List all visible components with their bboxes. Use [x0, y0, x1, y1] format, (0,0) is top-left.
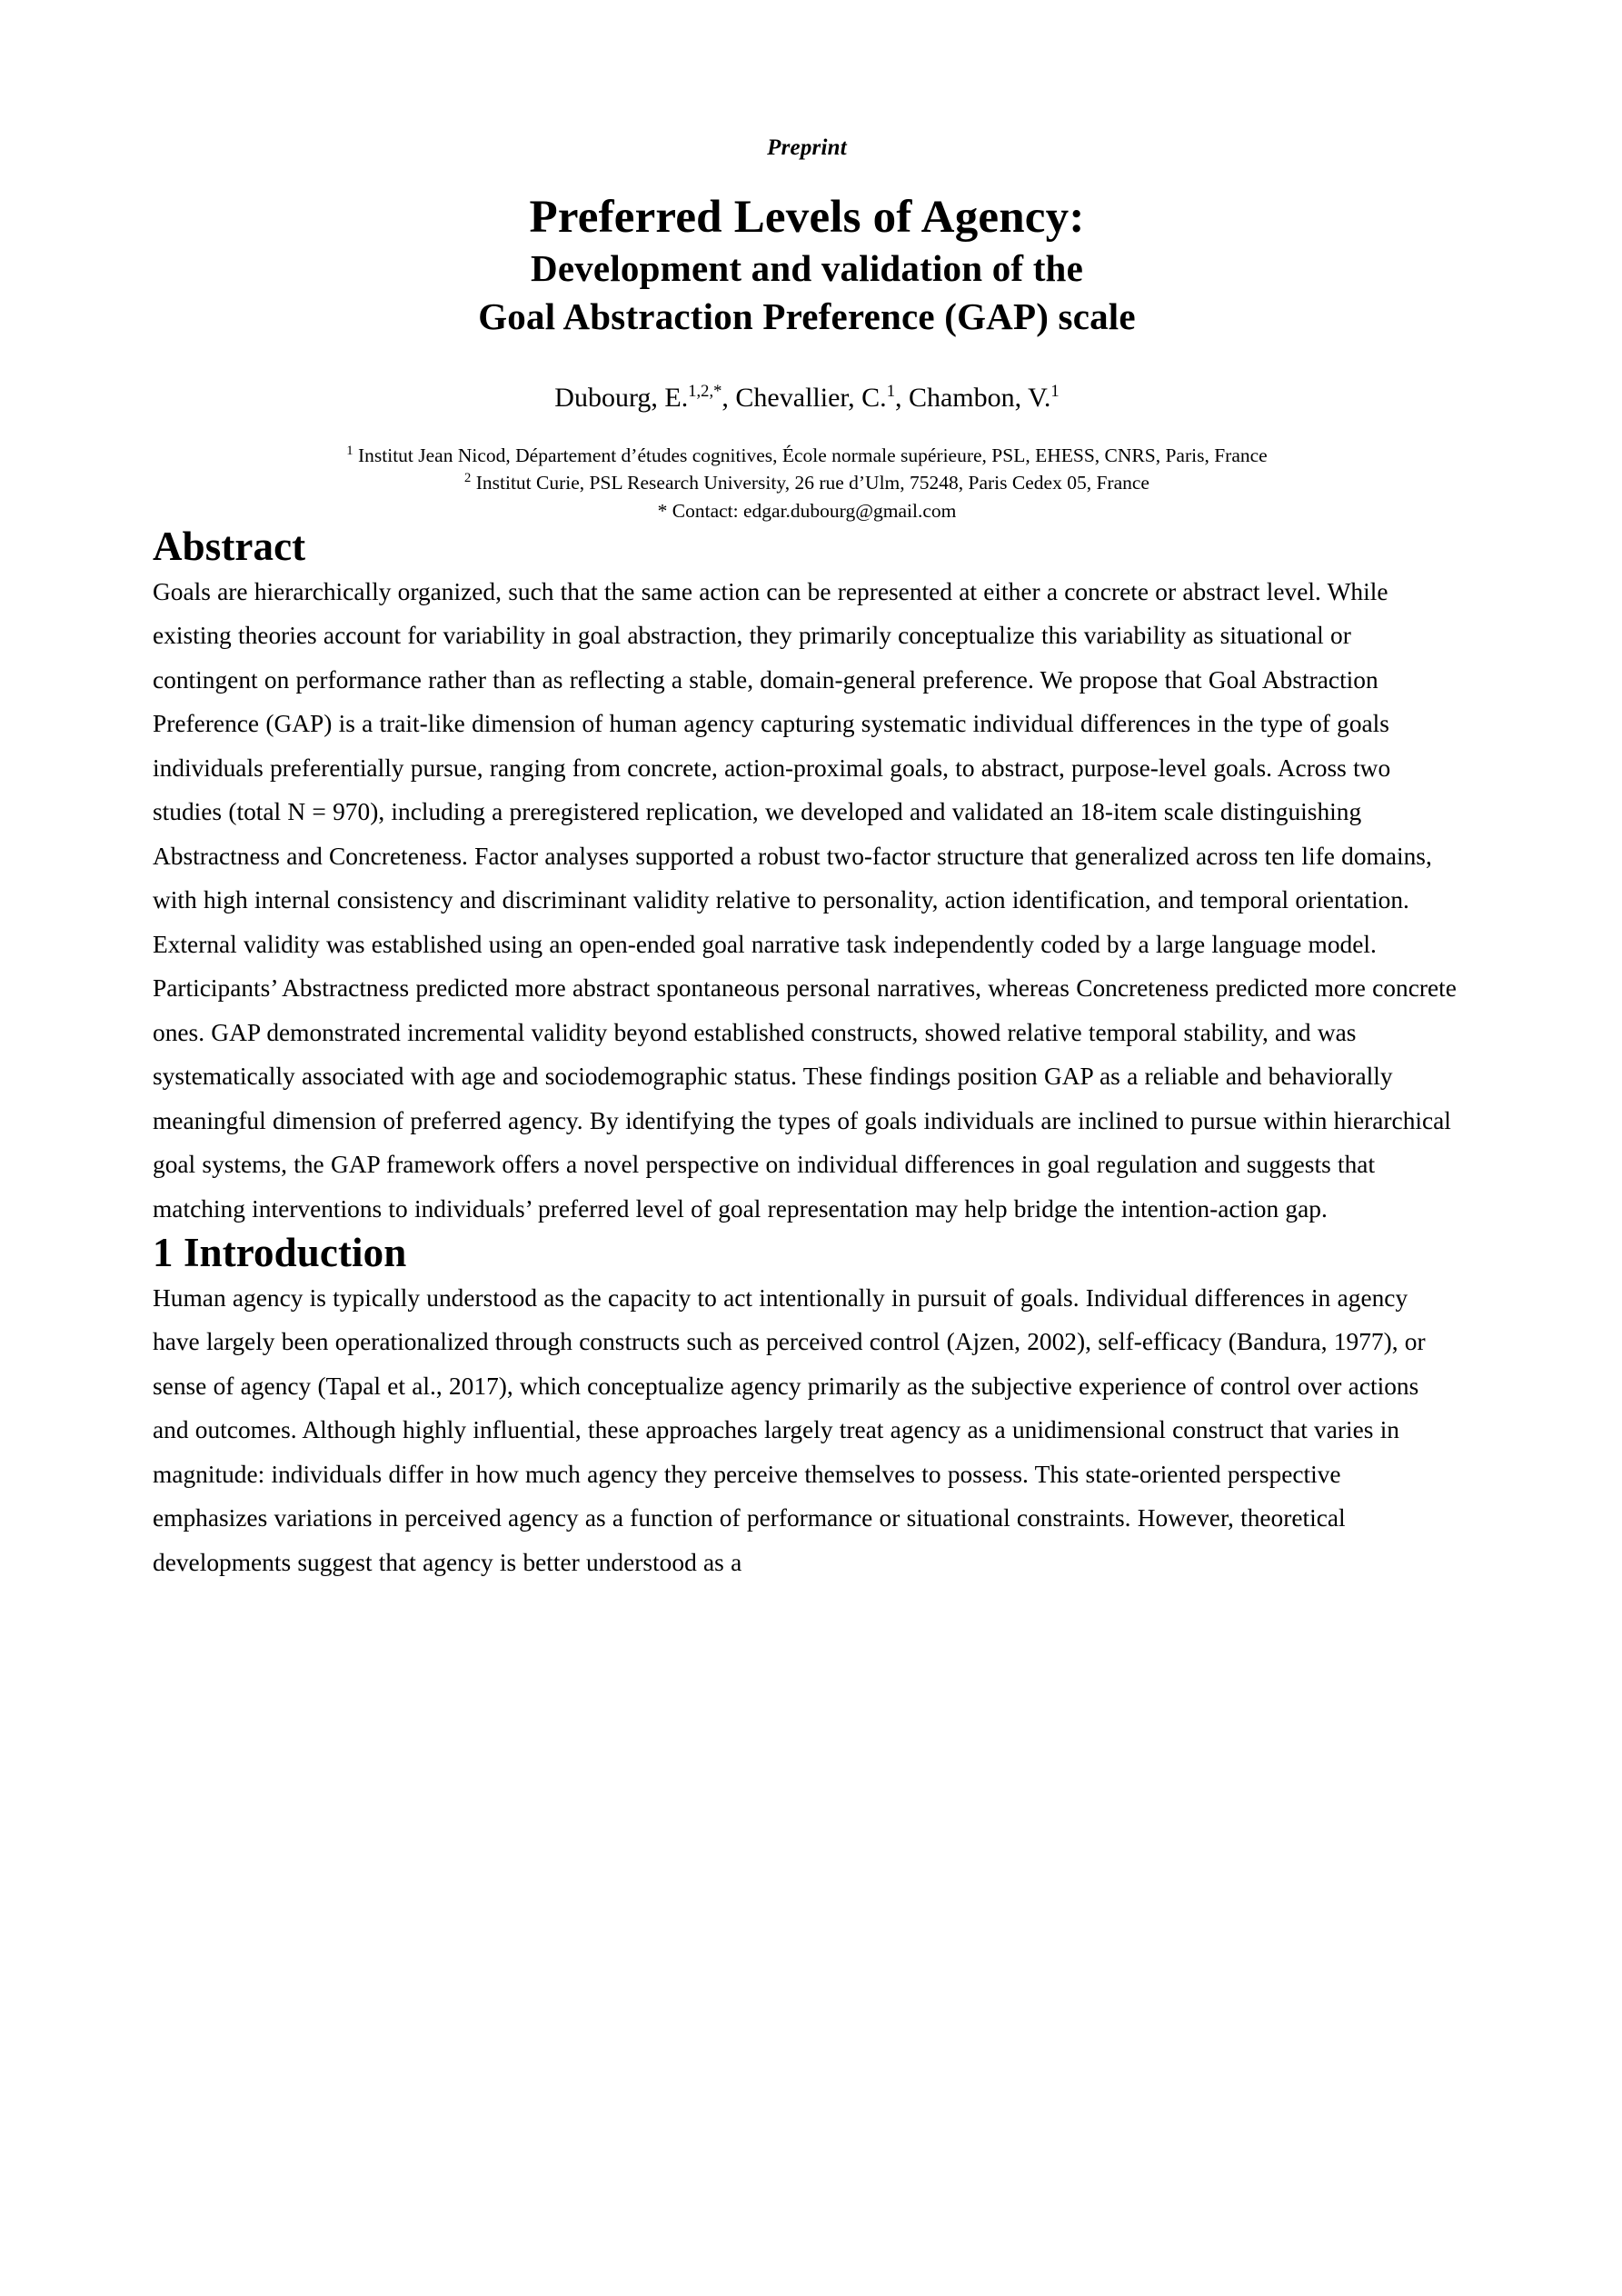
affiliation-marker-2: 2: [464, 471, 472, 486]
affiliation-line-1: [153, 442, 1461, 470]
affiliation-marker-1: 1: [346, 443, 353, 458]
running-head-preprint: Preprint: [767, 135, 847, 160]
author-name-2: Chevallier, C.: [735, 382, 887, 413]
author-name-3: Chambon, V.: [908, 382, 1051, 413]
author-name-1: Dubourg, E.: [554, 382, 689, 413]
page-title: Preferred Levels of Agency:: [529, 192, 1085, 243]
author-affiliation-marker-1: 1,2,*: [688, 381, 722, 401]
title-block: [153, 190, 1461, 342]
author-affiliation-marker-2: 1: [886, 381, 895, 401]
affiliation-block: [153, 442, 1461, 525]
author-separator-1: ,: [721, 382, 736, 413]
page-subtitle-line-2: Goal Abstraction Preference (GAP) scale: [478, 295, 1136, 338]
affiliation-text-2: Institut Curie, PSL Research University, 26 rue d’Ulm, 75248, Paris Cedex 05, France: [471, 472, 1149, 494]
author-separator-2: ,: [894, 382, 909, 413]
author-affiliation-marker-3: 1: [1050, 381, 1060, 401]
author-list: [153, 382, 1461, 414]
page-content-column: [153, 0, 1461, 1584]
contact-line: * Contact: edgar.dubourg@gmail.com: [657, 499, 957, 522]
page-subtitle-line-1: Development and validation of the: [531, 247, 1083, 290]
section-heading-introduction: 1 Introduction: [153, 1230, 407, 1276]
introduction-paragraph: Human agency is typically understood as the capacity to act intentionally in pursuit of goals. Individual differences in agency have largely been operationalized through constructs such as perceived control (Ajzen, 2002), self-efficacy (Bandura, 1977), or sense of agency (Tapal et al., 2017), which conceptualize agency primarily as the subjective experience of control over actions and outcomes. Although highly influential, these approaches largely treat agency as a unidimensional construct that varies in magnitude: individuals differ in how much agency they perceive themselves to possess. This state-oriented perspective emphasizes variations in perceived agency as a function of performance or situational constraints. However, theoretical developments suggest that agency is better understood as a: [153, 1283, 1426, 1576]
affiliation-text-1: Institut Jean Nicod, Département d’études cognitives, École normale supérieure, PSL, EHESS, CNRS, Paris, France: [353, 444, 1268, 466]
abstract-paragraph: Goals are hierarchically organized, such that the same action can be represented at either a concrete or abstract level. While existing theories account for variability in goal abstraction, they primarily conceptualize this variability as situational or contingent on performance rather than as reflecting a stable, domain-general preference. We propose that Goal Abstraction Preference (GAP) is a trait-like dimension of human agency capturing systematic individual differences in the type of goals individuals preferentially pursue, ranging from concrete, action-proximal goals, to abstract, purpose-level goals. Across two studies (total N = 970), including a preregistered replication, we developed and validated an 18-item scale distinguishing Abstractness and Concreteness. Factor analyses supported a robust two-factor structure that generalized across ten life domains, with high internal consistency and discriminant validity relative to personality, action identification, and temporal orientation. External validity was established using an open-ended goal narrative task independently coded by a large language model. Participants’ Abstractness predicted more abstract spontaneous personal narratives, whereas Concreteness predicted more concrete ones. GAP demonstrated incremental validity beyond established constructs, showed relative temporal stability, and was systematically associated with age and sociodemographic status. These findings position GAP as a reliable and behaviorally meaningful dimension of preferred agency. By identifying the types of goals individuals are inclined to pursue within hierarchical goal systems, the GAP framework offers a novel perspective on individual differences in goal regulation and suggests that matching interventions to individuals’ preferred level of goal representation may help bridge the intention-action gap.: [153, 577, 1457, 1223]
section-heading-abstract: Abstract: [153, 524, 306, 570]
affiliation-line-2: [153, 469, 1461, 497]
